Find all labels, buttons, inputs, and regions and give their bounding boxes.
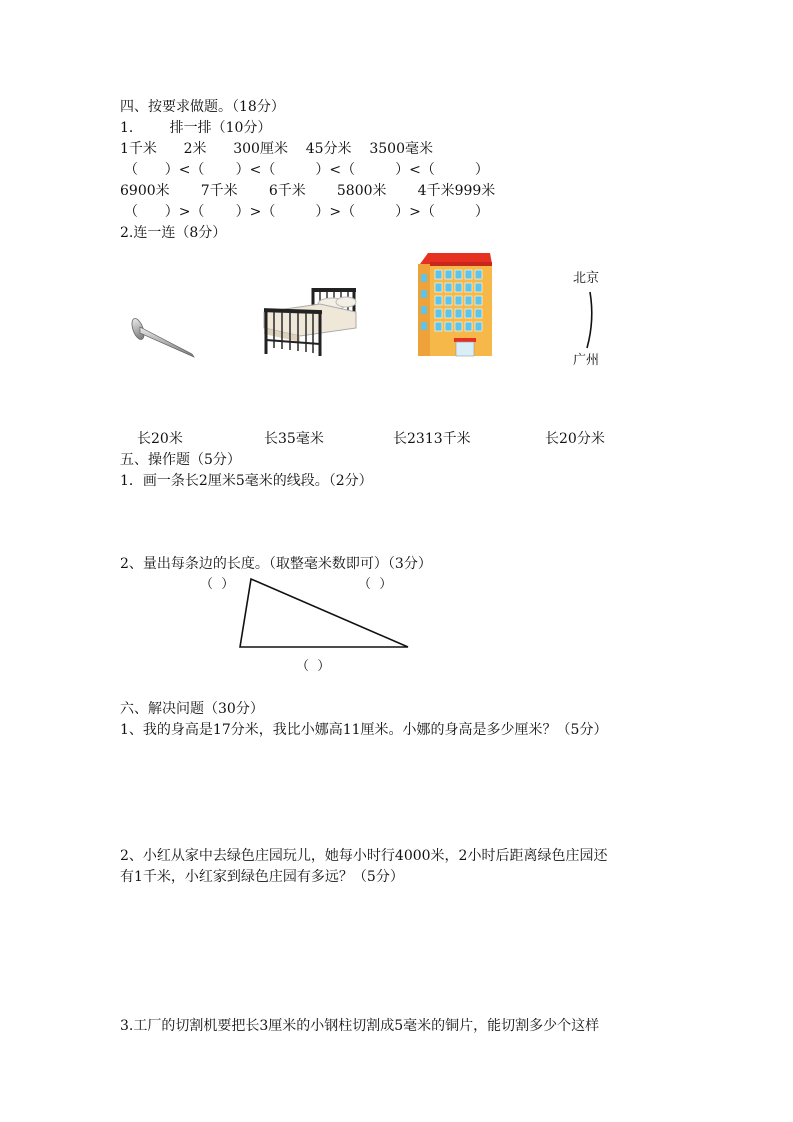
section5-q1: 1．画一条长2厘米5毫米的线段。（2分） bbox=[120, 473, 373, 489]
section6-q3: 3.工厂的切割机要把长3厘米的小钢柱切割成5毫米的铜片，能切割多少个这样 bbox=[120, 1018, 600, 1034]
q2-title: 2.连一连（8分） bbox=[120, 225, 227, 241]
order-row2-values: 6900米 7千米 6千米 5800米 4千米999米 bbox=[120, 183, 496, 199]
triangle-figure bbox=[236, 576, 412, 652]
building-image bbox=[416, 250, 494, 358]
section6-q2-line2: 有1千米，小红家到绿色庄园有多远？（5分） bbox=[120, 869, 404, 885]
q1-title: 1． 排一排（10分） bbox=[120, 120, 272, 136]
section4-heading: 四、按要求做题。（18分） bbox=[120, 99, 285, 115]
length-option-2: 长35毫米 bbox=[264, 431, 324, 447]
order-row1-values: 1千米 2米 300厘米 45分米 3500毫米 bbox=[120, 141, 433, 157]
length-option-3: 长2313千米 bbox=[393, 431, 471, 447]
beijing-guangzhou-line bbox=[578, 290, 598, 350]
order-row2-blanks[interactable]: （ ）>（ ）>（ ）>（ ）>（ ） bbox=[124, 204, 489, 220]
section5-heading: 五、操作题（5分） bbox=[120, 452, 241, 468]
section6-q2-line1: 2、小红从家中去绿色庄园玩儿，她每小时行4000米，2小时后距离绿色庄园还 bbox=[120, 848, 608, 864]
map-label-guangzhou: 广州 bbox=[573, 353, 600, 368]
map-label-beijing: 北京 bbox=[573, 271, 600, 286]
bed-image bbox=[260, 282, 360, 358]
blank-bottom-side[interactable]: （ ） bbox=[296, 659, 331, 674]
section5-q2: 2、量出每条边的长度。（取整毫米数即可）（3分） bbox=[120, 556, 432, 572]
nail-image bbox=[128, 315, 198, 360]
blank-right-side[interactable]: （ ） bbox=[358, 577, 393, 592]
order-row1-blanks[interactable]: （ ）<（ ）<（ ）<（ ）<（ ） bbox=[124, 162, 489, 178]
length-option-4: 长20分米 bbox=[545, 431, 605, 447]
blank-left-side[interactable]: （ ） bbox=[200, 577, 235, 592]
section6-q1: 1、我的身高是17分米，我比小娜高11厘米。小娜的身高是多少厘米？（5分） bbox=[120, 722, 608, 738]
section6-heading: 六、解决问题（30分） bbox=[120, 701, 264, 717]
length-option-1: 长20米 bbox=[137, 431, 183, 447]
